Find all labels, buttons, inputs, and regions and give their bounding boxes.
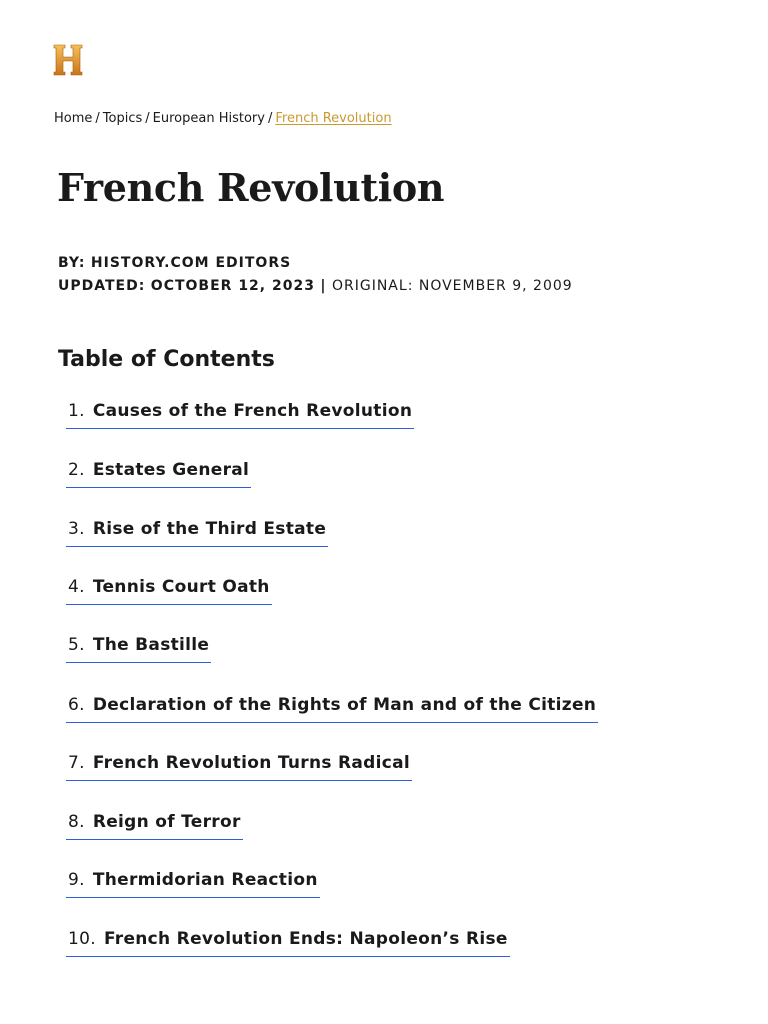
toc-link[interactable]: [66, 459, 251, 488]
updated-label: UPDATED:: [58, 278, 146, 294]
breadcrumb-separator: /: [267, 111, 273, 126]
toc-link[interactable]: [66, 518, 328, 547]
toc-number: 7.: [68, 753, 85, 773]
date-divider: |: [320, 278, 327, 294]
breadcrumb: [54, 110, 392, 128]
toc-link[interactable]: [66, 928, 510, 957]
breadcrumb-topics[interactable]: Topics: [102, 111, 143, 126]
toc-item: [66, 752, 412, 781]
toc-number: 3.: [68, 519, 85, 539]
author-name: HISTORY.COM EDITORS: [90, 255, 292, 271]
toc-heading: Table of Contents: [58, 347, 275, 372]
toc-item: [66, 518, 328, 547]
original-label: ORIGINAL:: [331, 278, 414, 294]
toc-link[interactable]: [66, 752, 412, 781]
original-date: NOVEMBER 9, 2009: [418, 278, 573, 294]
toc-number: 8.: [68, 812, 85, 832]
history-logo[interactable]: [53, 44, 83, 76]
breadcrumb-european-history[interactable]: European History: [152, 111, 265, 126]
toc-item: [66, 400, 414, 429]
toc-label: Reign of Terror: [92, 812, 241, 832]
toc-number: 10.: [68, 929, 96, 949]
breadcrumb-separator: /: [95, 111, 100, 126]
updated-date: OCTOBER 12, 2023: [150, 278, 315, 294]
toc-item: [66, 928, 510, 957]
toc-number: 5.: [68, 635, 85, 655]
toc-link[interactable]: [66, 634, 211, 663]
toc-link[interactable]: [66, 576, 272, 605]
toc-number: 6.: [68, 695, 85, 715]
breadcrumb-separator: /: [145, 111, 150, 126]
toc-label: Rise of the Third Estate: [92, 519, 327, 539]
toc-link[interactable]: [66, 811, 243, 840]
toc-item: [66, 634, 211, 663]
toc-item: [66, 459, 251, 488]
toc-link[interactable]: [66, 869, 320, 898]
toc-label: French Revolution Ends: Napoleon’s Rise: [103, 929, 508, 949]
page-title: French Revolution: [57, 165, 445, 210]
breadcrumb-current[interactable]: French Revolution: [275, 111, 392, 126]
article-byline: [58, 252, 573, 298]
toc-label: Causes of the French Revolution: [92, 401, 413, 421]
toc-link[interactable]: [66, 694, 598, 723]
toc-label: French Revolution Turns Radical: [92, 753, 411, 773]
toc-label: Declaration of the Rights of Man and of the Citizen: [92, 695, 597, 715]
toc-label: Estates General: [92, 460, 250, 480]
breadcrumb-home[interactable]: Home: [54, 111, 93, 126]
toc-item: [66, 811, 243, 840]
author-line: [58, 252, 573, 275]
dates-line: [58, 275, 573, 298]
toc-item: [66, 576, 272, 605]
toc-number: 1.: [68, 401, 85, 421]
toc-number: 9.: [68, 870, 85, 890]
toc-label: Tennis Court Oath: [92, 577, 270, 597]
toc-number: 2.: [68, 460, 85, 480]
toc-number: 4.: [68, 577, 85, 597]
byline-label: BY:: [58, 255, 86, 271]
toc-link[interactable]: [66, 400, 414, 429]
toc-item: [66, 869, 320, 898]
toc-item: [66, 694, 598, 723]
toc-label: Thermidorian Reaction: [92, 870, 318, 890]
toc-label: The Bastille: [92, 635, 210, 655]
